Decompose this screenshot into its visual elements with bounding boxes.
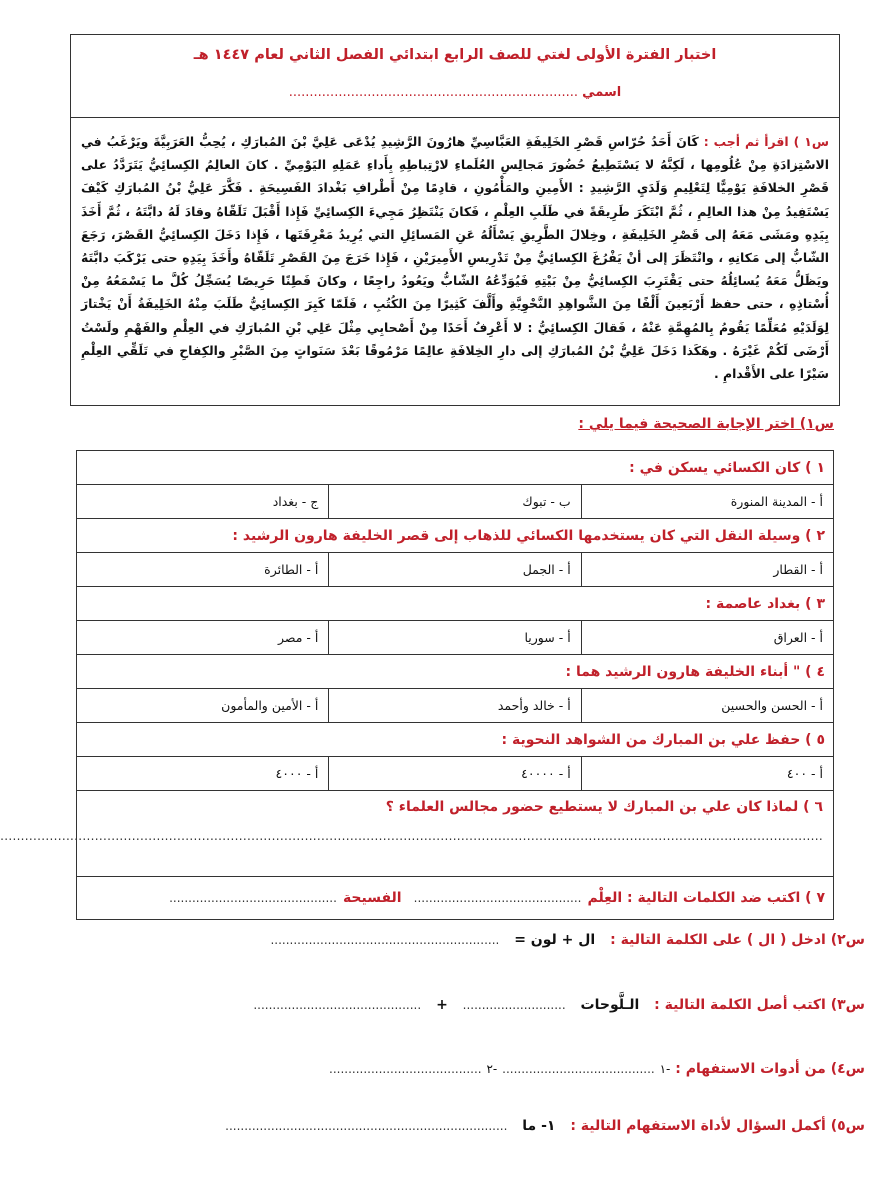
question-4: ٤ ) " أبناء الخليفة هارون الرشيد هما : — [77, 655, 833, 689]
question-s5 — [225, 1118, 865, 1134]
s5-label: س٥) أكمل السؤال لأداة الاستفهام التالية : — [570, 1118, 865, 1134]
question-6-answer-line[interactable]: ........................................................................................................................................................................................................ — [0, 829, 823, 843]
option[interactable]: أ - العراق — [581, 621, 833, 654]
exam-page — [0, 34, 840, 920]
question-s4 — [329, 1061, 865, 1077]
question-2: ٢ ) وسيلة النقل التي كان يستخدمها الكسائي للذهاب إلى قصر الخليفة هارون الرشيد : — [77, 519, 833, 553]
exam-header — [70, 34, 840, 118]
s3-value: الـلَّوحات — [580, 997, 640, 1013]
name-label: اسمي — [582, 85, 622, 100]
s3-plus: + — [436, 997, 448, 1013]
option[interactable]: أ - سوريا — [328, 621, 580, 654]
question-6 — [0, 791, 833, 877]
question-3: ٣ ) بغداد عاصمة : — [77, 587, 833, 621]
option[interactable]: ب - تبوك — [328, 485, 580, 518]
s4-number-1: -١ — [659, 1062, 671, 1076]
mcq-section-title: س١) اختر الإجابة الصحيحة فيما يلي : — [578, 416, 834, 432]
antonym-word-2: الفسيحة — [342, 890, 402, 906]
option[interactable]: أ - ٤٠٠٠ — [275, 766, 319, 781]
s4-blank-1[interactable]: ........................................ — [502, 1062, 655, 1076]
s3-blank-1[interactable]: ........................... — [462, 998, 566, 1012]
question-3-options — [77, 621, 833, 655]
s2-label: س٢) ادخل ( ال ) على الكلمة التالية : — [610, 932, 865, 948]
question-4-options — [77, 689, 833, 723]
antonym-1-blank[interactable]: ............................................ — [413, 891, 582, 905]
reading-passage — [81, 130, 829, 385]
question-1-options — [77, 485, 833, 519]
s5-blank[interactable]: .......................................................................... — [225, 1119, 508, 1133]
s4-number-2: -٢ — [486, 1062, 498, 1076]
s4-blank-2[interactable]: ........................................ — [329, 1062, 482, 1076]
option[interactable]: أ - ٤٠٠ — [581, 757, 833, 790]
question-5: ٥ ) حفظ علي بن المبارك من الشواهد النحوية : — [77, 723, 833, 757]
question-s3 — [253, 997, 865, 1013]
s4-label: س٤) من أدوات الاستفهام : — [675, 1061, 865, 1077]
antonym-2-blank[interactable]: ............................................ — [169, 891, 337, 905]
passage-text: كَانَ أَحَدُ حُرّاسِ قَصْرِ الخَلِيفَةِ العَبَّاسِيِّ هارُونَ الرَّشِيدِ يُدْعَى عَلِيَّ بْنَ المُبارَكِ ، يُحِبُّ العَرَبِيَّةَ ويَرْغَبُ في الاسْتِزادَةِ مِنْ عُلُومِها ، لَكِنَّهُ لا يَسْتَطِيعُ حُضُورَ مَجالِسِ العُلَماءِ لارْتِباطِهِ بِأَداءِ عَمَلِهِ اليَوْمِيِّ . كانَ العالِمُ الكِسائِيُّ يَتَرَدَّدُ على قَصْرِ الخلافَةِ يَوْمِيًّا لِتَعْلِيمِ وَلَدَيِ الرَّشِيدِ : الأَمِينِ والمَأْمُونِ ، قادِمًا مِنْ أَطْرافِ بَغْدادَ الفَسِيحَةِ . فَكَّرَ عَلِيُّ بْنُ المُبارَكِ كَيْفَ يَسْتَفِيدُ مِنْ هذا العالِمِ ، ثُمَّ ابْتَكَرَ طَرِيقَةً في طَلَبِ العِلْمِ ، فَكانَ يَنْتَظِرُ مَجِيءَ الكِسائِيِّ فَإِذا أَقْبَلَ تَلَقّاهُ وقادَ لَهُ دابَّتَهُ ، ثُمَّ أَخَذَ بِيَدِهِ ومَشَى مَعَهُ إلى قَصْرِ الخَلِيفَةِ ، وخِلالَ الطَّرِيقِ يَسْأَلُهُ عَنِ المَسائِلِ التي يُرِيدُ مَعْرِفَتَها ، فَإِذا دَخَلَ الكِسائِيُّ القَصْرَ، رَجَعَ الشّابُّ إلى مَكانِهِ ، وانْتَظَرَ إلى أنْ يَفْرُغَ الكِسائِيُّ مِنْ تَدْرِيسِ الأَمِيرَيْنِ ، فَإِذا خَرَجَ مِنَ القَصْرِ تَلَقّاهُ وأَخَذَ بِيَدِهِ حتى يَرْكَبَ دابَّتَهُ ويَظَلُّ مَعَهُ يُسائِلُهُ حتى يَقْتَرِبَ الكِسائِيُّ مِنْ بَيْتِهِ فَيُوَدِّعُهُ الشّابُّ ويَعُودُ راجِعًا ، وكانَ فَطِنًا حَرِيصًا يُسَجِّلُ كُلَّ ما يَسْمَعُهُ مِنْ أُسْتاذِهِ ، حتى حفظ أَرْبَعِينَ أَلْفًا مِنَ الشَّواهِدِ النَّحْوِيَّةِ وأَلَّفَ كَثِيرًا مِنَ الكُتُبِ ، فَلَمّا كَبِرَ الكِسائِيُّ طَلَبَ مِنْهُ الخَلِيفَةُ أَنْ يَخْتارَ لِوَلَدَيْهِ مُعَلِّمًا يَقُومُ بِالمُهِمَّةِ عَنْهُ ، فَقالَ الكِسائِيُّ : لا أَعْرِفُ أَحَدًا مِنْ أَصْحابِي مِثْلَ عَلِي بْنِ المُبارَكِ في العِلْمِ والفَهْمِ ولَسْتُ أَرْضَى لَكُمْ غَيْرَهُ . وهَكَذا دَخَلَ عَلِيُّ بْنُ المُبارَكِ إلى دارِ الخِلافَةِ عالِمًا مَرْمُوقًا بَعْدَ سَنَواتٍ مِنَ الصَّبْرِ والكِفاحِ في تَلَقِّي العِلْمِ سَيْرًا على الأَقْدامِ . — [81, 134, 829, 382]
option[interactable]: أ - الحسن والحسين — [581, 689, 833, 722]
s2-blank[interactable]: ............................................................ — [270, 933, 500, 947]
s3-blank-2[interactable]: ............................................ — [253, 998, 422, 1012]
question-7-text: ٧ ) اكتب ضد الكلمات التالية : العِلْم — [587, 890, 825, 906]
question-5-options — [77, 757, 833, 791]
option[interactable]: أ - الأمين والمأمون — [221, 698, 319, 713]
exam-title: اختبار الفترة الأولى لغتي للصف الرابع ابتدائي الفصل الثاني لعام ١٤٤٧ هـ — [193, 47, 717, 63]
question-s2 — [270, 932, 865, 948]
s5-value: ١- ما — [522, 1118, 556, 1134]
option[interactable]: أ - ٤٠٠٠٠ — [328, 757, 580, 790]
option[interactable]: ج - بغداد — [272, 494, 319, 509]
option[interactable]: أ - القطار — [581, 553, 833, 586]
question-7 — [77, 877, 833, 919]
option[interactable]: أ - الجمل — [328, 553, 580, 586]
option[interactable]: أ - المدينة المنورة — [581, 485, 833, 518]
option[interactable]: أ - مصر — [277, 630, 319, 645]
passage-instruction: س١ ) اقرأ ثم أجب : — [703, 134, 829, 149]
questions-table — [0, 450, 834, 920]
student-name-line — [71, 85, 839, 100]
question-6-text: ٦ ) لماذا كان علي بن المبارك لا يستطيع حضور مجالس العلماء ؟ — [385, 799, 823, 815]
s3-label: س٣) اكتب أصل الكلمة التالية : — [654, 997, 865, 1013]
option[interactable]: أ - خالد وأحمد — [328, 689, 580, 722]
reading-passage-box — [70, 118, 840, 406]
question-2-options — [77, 553, 833, 587]
option[interactable]: أ - الطائرة — [264, 562, 319, 577]
s2-value: ال + لون = — [514, 932, 596, 948]
name-blank: ...................................................................... — [288, 85, 578, 100]
question-1: ١ ) كان الكسائي يسكن في : — [77, 451, 833, 485]
